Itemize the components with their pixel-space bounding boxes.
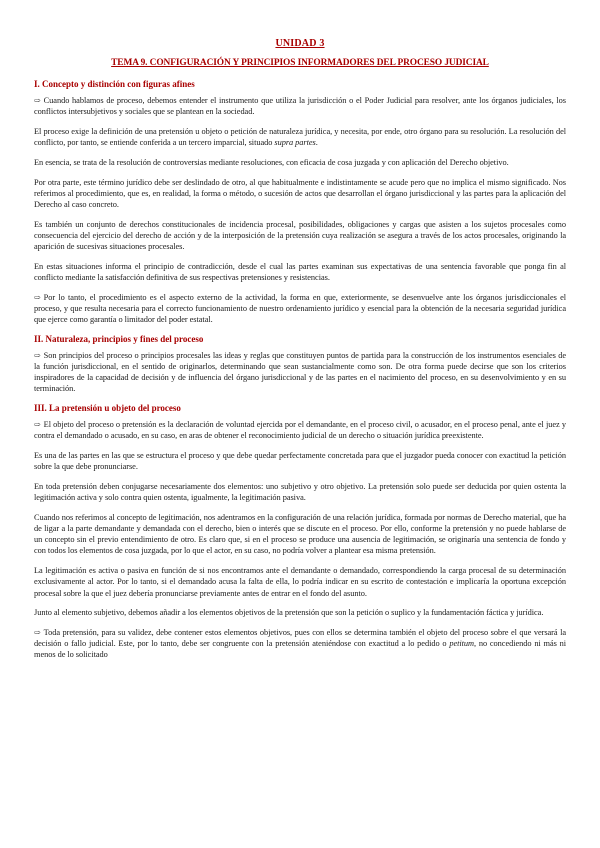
section-heading-nature: II. Naturaleza, principios y fines del proceso [34, 333, 204, 344]
paragraph: Es también un conjunto de derechos constitucionales de incidencia procesal, posibilidades, obligaciones y cargas que asisten a los sujetos procesales como consecuencia del ejercicio del derecho de acción y de la interposición de la pretensión cuya realización se asegura a través de los actos procesales, originando la aparición de sucesivas situaciones procesales. [34, 219, 566, 252]
arrow-bullet-icon: ⇨ [34, 627, 41, 637]
paragraph: En toda pretensión deben conjugarse necesariamente dos elementos: uno subjetivo y otro objetivo. La pretensión solo puede ser deducida por quien ostenta la legitimación activa y solo contra quien ostenta, igualmente, la legitimación pasiva. [34, 481, 566, 503]
section-heading-claim: III. La pretensión u objeto del proceso [34, 403, 181, 414]
document-page [34, 38, 566, 669]
paragraph: Por otra parte, este término jurídico debe ser deslindado de otro, al que habitualmente e indistintamente se acude pero que no implica el mismo significado. Nos referimos al procedimiento, que es, en realidad, la forma o método, o sucesión de actos que desarrollan el órgano jurisdiccional y las partes para la aplicación del Derecho al caso concreto. [34, 177, 566, 209]
arrow-bullet-icon: ⇨ [34, 350, 41, 360]
paragraph: Junto al elemento subjetivo, debemos añadir a los elementos objetivos de la pretensión que son la petición o suplico y la fundamentación fáctica y jurídica. [34, 608, 544, 618]
paragraph: ⇨ Por lo tanto, el procedimiento es el aspecto externo de la actividad, la forma en que, exteriormente, se desenvuelve ante los órganos jurisdiccionales el proceso, y que resulta necesaria para el correcto funcionamiento de nuestro ordenamiento jurídico y esencial para la obtención de la necesaria seguridad jurídica que ejerce como garantía o limitador del poder estatal. [34, 292, 566, 325]
paragraph: ⇨ El objeto del proceso o pretensión es la declaración de voluntad ejercida por el demandante, en el proceso civil, o acusador, en el proceso penal, ante el juez y contra el demandado o acusado, en su caso, en aras de obtener el reconocimiento judicial de un derecho o situación jurídica preexistente. [34, 420, 566, 441]
paragraph: ⇨ Cuando hablamos de proceso, debemos entender el instrumento que utiliza la jurisdicción o el Poder Judicial para resolver, ante los órganos judiciales, los conflictos intersubjetivos y sociales que se plantean en la sociedad. [34, 96, 566, 117]
paragraph: El proceso exige la definición de una pretensión u objeto o petición de naturaleza jurídica, y necesita, por ende, otro órgano para su resolución. La resolución del conflicto, por tanto, se entiende conferida a un tercero imparcial, situado supra partes. [34, 126, 566, 148]
paragraph: ⇨ Son principios del proceso o principios procesales las ideas y reglas que constituyen puntos de partida para la construcción de los instrumentos esenciales de la función jurisdiccional, en el sentido de originarlos, determinando que sean sustancialmente como son. De otra forma puede decirse que son los criterios inspiradores de la capacidad de decisión y de influencia del órgano jurisdiccional y de las partes en el nacimiento del proceso, en su desenvolvimiento y en su terminación. [34, 350, 566, 394]
unit-title: UNIDAD 3 [275, 38, 325, 49]
paragraph: En esencia, se trata de la resolución de controversias mediante resoluciones, con eficacia de cosa juzgada y con aplicación del Derecho objetivo. [34, 157, 509, 167]
paragraph: En estas situaciones informa el principio de contradicción, desde el cual las partes examinan sus expectativas de una sentencia favorable que ponga fin al conflicto mediante la satisfacción definitiva de sus respectivas pretensiones y resistencias. [34, 261, 566, 282]
arrow-bullet-icon: ⇨ [34, 420, 41, 430]
paragraph: Es una de las partes en las que se estructura el proceso y que debe quedar perfectamente concretada para que el juzgador pueda conocer con exactitud la petición sobre la que debe pronunciarse. [34, 450, 566, 472]
topic-title: TEMA 9. CONFIGURACIÓN Y PRINCIPIOS INFORMADORES DEL PROCESO JUDICIAL [111, 58, 489, 68]
arrow-bullet-icon: ⇨ [34, 96, 41, 105]
paragraph: La legitimación es activa o pasiva en función de si nos encontramos ante el demandante o demandado, correspondiendo la carga procesal de su determinación exclusivamente al actor. Por lo tanto, si el demandado acusa la falta de ella, lo podría indicar en su escrito de contestación e implicaría la oportuna excepción procesal sobre la que el juez debería pronunciarse previamente antes de entrar en el fondo del asunto. [34, 566, 566, 598]
arrow-bullet-icon: ⇨ [34, 292, 41, 302]
paragraph: Cuando nos referimos al concepto de legitimación, nos adentramos en la configuración de una relación jurídica, formada por normas de Derecho material, que ha de ligar a la parte demandante y demandada con el derecho, bien o interés que se discute en el proceso. Por ello, conforme la pretensión y no puede hablarse de un concepto sin el previo entendimiento de otro. Es claro que, si en el proceso se produce una ausencia de legitimación, se originaría una sentencia de fondo y con todos los elementos de cosa juzgada, por lo que el actor, en su caso, no podría volver a plantear esa misma pretensión. [34, 512, 566, 556]
paragraph: ⇨ Toda pretensión, para su validez, debe contener estos elementos objetivos, pues con ellos se determina también el objeto del proceso sobre el que versará la decisión o fallo judicial. Este, por lo tanto, debe ser congruente con la pretensión ateniéndose con exactitud a lo pedido o petitum, no concediendo ni más ni menos de lo solicitado [34, 627, 566, 660]
section-heading-concept: I. Concepto y distinción con figuras afines [34, 79, 195, 89]
